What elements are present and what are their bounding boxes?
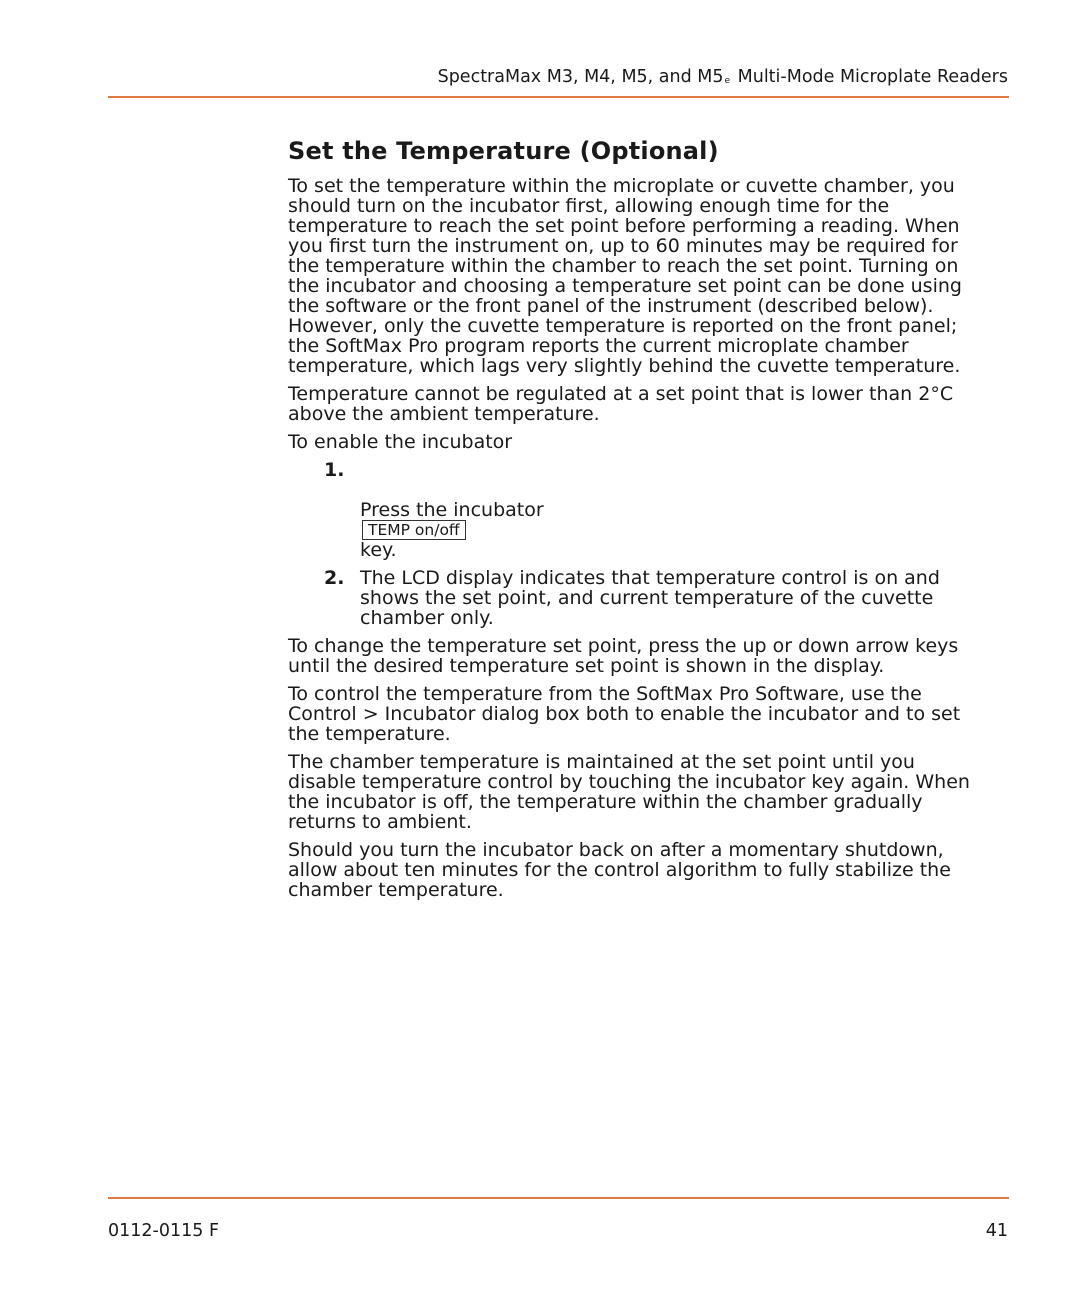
software-control-paragraph: To control the temperature from the SoftMax Pro Software, use the Control > Incubator dialog box both to enable the incubator and to set the temperature. [288,683,961,745]
main-content [288,134,1018,908]
step-item-1 [288,460,1018,560]
temp-key-label: TEMP on/off [362,520,466,540]
header-rule [108,96,1009,98]
step-text: The LCD display indicates that temperature control is on and shows the set point, and current temperature of the cuvette chamber only. [360,567,940,629]
maintain-temperature-paragraph: The chamber temperature is maintained at the set point until you disable temperature control by touching the incubator key again. When the incubator is off, the temperature within the chamber gradually returns to ambient. [288,751,970,833]
document-number: 0112-0115 F [108,1221,220,1241]
step-text-after: key. [360,539,397,561]
restart-paragraph: Should you turn the incubator back on after a momentary shutdown, allow about ten minutes for the control algorithm to fully stabilize the chamber temperature. [288,839,951,901]
header-title-prefix: SpectraMax M3, M4, M5, and M5 [437,67,724,87]
steps-list [288,460,1018,628]
section-heading: Set the Temperature (Optional) [288,137,719,165]
step-text-before: Press the incubator [360,499,544,521]
enable-incubator-lead: To enable the incubator [288,431,513,453]
ambient-note-paragraph: Temperature cannot be regulated at a set point that is lower than 2°C above the ambient temperature. [288,383,954,425]
step-item-2 [288,568,1018,628]
running-header [108,66,1008,91]
step-number: 1. [324,459,345,481]
header-title-suffix: Multi-Mode Microplate Readers [732,67,1008,87]
intro-paragraph: To set the temperature within the microplate or cuvette chamber, you should turn on the incubator first, allowing enough time for the temperature to reach the set point before performing a reading. When you first turn the instrument on, up to 60 minutes may be required for the temperature within the chamber to reach the set point. Turning on the incubator and choosing a temperature set point can be done using the software or the front panel of the instrument (described below). However, only the cuvette temperature is reported on the front panel; the SoftMax Pro program reports the current microplate chamber temperature, which lags very slightly behind the cuvette temperature. [288,175,962,377]
change-setpoint-paragraph: To change the temperature set point, press the up or down arrow keys until the desired temperature set point is shown in the display. [288,635,959,677]
footer-rule [108,1197,1009,1199]
step-number: 2. [324,567,345,589]
page-number: 41 [985,1221,1008,1241]
header-title-superscript: e [724,76,731,86]
